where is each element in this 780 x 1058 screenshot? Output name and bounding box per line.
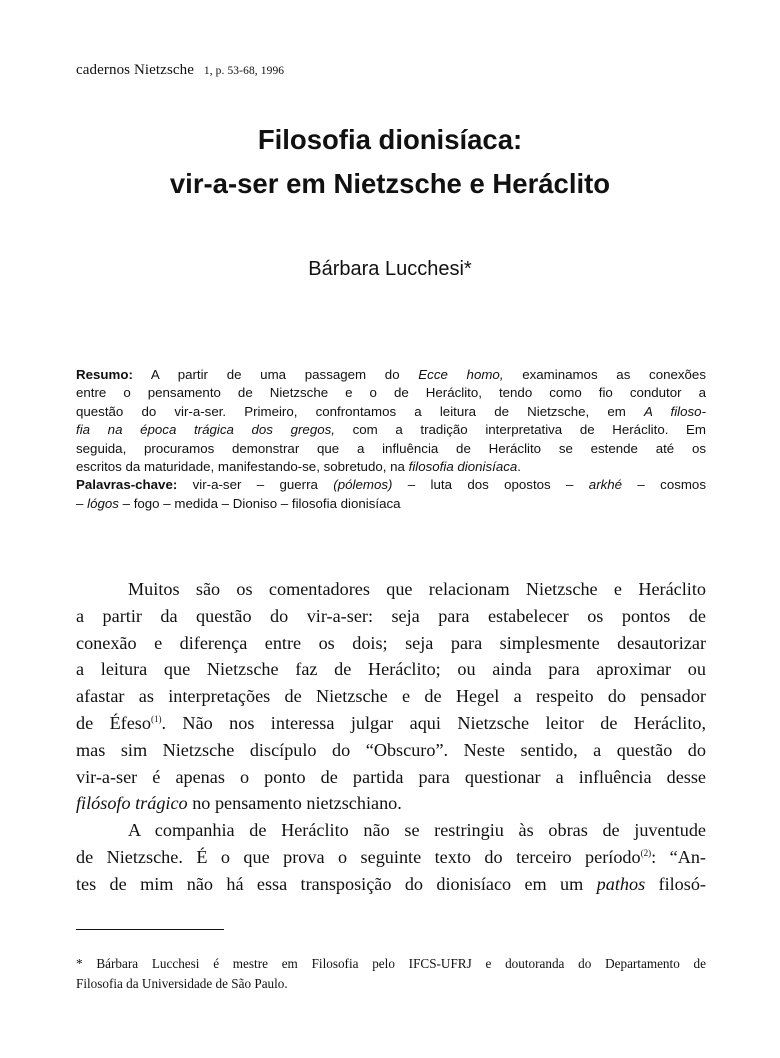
footnote-ref: (2) xyxy=(640,847,652,858)
title-line-1: Filosofia dionisíaca: xyxy=(257,124,523,155)
abstract-text: com a tradição interpretativa de Heráclito. Em xyxy=(352,422,706,438)
body-text-run: : “An- xyxy=(651,846,706,867)
abstract-line xyxy=(76,421,706,439)
keyword-text: – cosmos xyxy=(637,477,706,493)
body-line: afastar as interpretações de Nietzsche e de Hegel a respeito do pensador xyxy=(76,686,706,707)
body-text xyxy=(76,576,706,898)
keywords-line xyxy=(76,476,706,494)
footnote-line: Filosofia da Universidade de São Paulo. xyxy=(76,976,288,991)
abstract-text: examinamos as conexões xyxy=(522,367,706,382)
journal-reference: 1, p. 53-68, 1996 xyxy=(203,65,285,77)
body-line xyxy=(76,710,706,737)
keywords-label: Palavras-chave: xyxy=(76,477,178,493)
running-head xyxy=(76,62,284,79)
body-text-run: de Éfeso xyxy=(76,712,151,733)
article-title xyxy=(0,118,780,206)
keyword-text: – xyxy=(76,495,84,511)
body-line: A companhia de Heráclito não se restringiu às obras de juventude xyxy=(128,820,706,841)
body-text-run: de Nietzsche. É o que prova o seguinte texto do terceiro período xyxy=(76,846,641,867)
body-line: a partir da questão do vir-a-ser: seja para estabelecer os pontos de xyxy=(76,605,706,626)
abstract-line xyxy=(76,366,706,384)
footnote xyxy=(76,954,706,994)
body-line: conexão e diferença entre os dois; seja para simplesmente desautorizar xyxy=(76,632,706,653)
keyword-italic: arkhé xyxy=(588,477,623,493)
keyword-text: vir-a-ser – guerra xyxy=(192,477,318,493)
abstract-text: escritos da maturidade, manifestando-se, sobretudo, na xyxy=(76,459,405,475)
abstract-label: Resumo: xyxy=(76,367,133,382)
abstract-line xyxy=(76,403,706,421)
abstract-italic: filosofia dionisíaca xyxy=(408,459,518,475)
author-name: Bárbara Lucchesi* xyxy=(308,258,472,280)
keyword-text: – luta dos opostos – xyxy=(407,477,574,493)
abstract-italic: Ecce homo, xyxy=(418,367,504,382)
footnote-line: * Bárbara Lucchesi é mestre em Filosofia pelo IFCS-UFRJ e doutoranda do Departamento de xyxy=(76,956,706,971)
body-italic: pathos xyxy=(596,873,646,894)
body-line xyxy=(76,844,706,871)
body-line: a leitura que Nietzsche faz de Heráclito; ou ainda para aproximar ou xyxy=(76,659,706,680)
body-line: Muitos são os comentadores que relacionam Nietzsche e Heráclito xyxy=(128,579,706,599)
abstract-text: . xyxy=(517,459,521,475)
body-line: mas sim Nietzsche discípulo do “Obscuro”. Neste sentido, a questão do xyxy=(76,739,706,760)
body-italic: filósofo trágico xyxy=(76,793,188,814)
body-line xyxy=(76,790,706,817)
abstract-text: questão do vir-a-ser. Primeiro, confrontamos a leitura de Nietzsche, em xyxy=(76,403,626,419)
abstract-line: entre o pensamento de Nietzsche e o de Heráclito, tendo como fio condutor a xyxy=(76,385,706,401)
abstract xyxy=(76,366,706,513)
abstract-italic: A filoso- xyxy=(644,403,706,419)
abstract-text: A partir de uma passagem do xyxy=(150,367,400,382)
body-text-run: . Não nos interessa julgar aqui Nietzsche leitor de Heráclito, xyxy=(161,712,707,733)
body-text-run: tes de mim não há essa transposição do dionisíaco em um xyxy=(76,873,597,894)
keyword-text: – fogo – medida – Dioniso – filosofia dionisíaca xyxy=(122,495,401,511)
body-text-run: filosó- xyxy=(645,873,706,894)
title-line-2: vir-a-ser em Nietzsche e Heráclito xyxy=(169,168,611,199)
keywords-line xyxy=(76,495,706,513)
abstract-line xyxy=(76,458,706,476)
body-text-run: no pensamento nietzschiano. xyxy=(187,793,402,814)
body-line: vir-a-ser é apenas o ponto de partida para questionar a influência desse xyxy=(76,766,706,787)
abstract-line: seguida, procuramos demonstrar que a influência de Heráclito se estende até os xyxy=(76,440,706,456)
footnote-ref: (1) xyxy=(150,713,162,724)
abstract-italic: fia na época trágica dos gregos, xyxy=(76,422,335,438)
body-line xyxy=(76,871,706,898)
keyword-italic: (pólemos) xyxy=(333,477,393,493)
journal-name: cadernos Nietzsche xyxy=(76,62,194,78)
footnote-separator xyxy=(76,929,224,930)
keyword-italic: lógos xyxy=(87,495,119,511)
